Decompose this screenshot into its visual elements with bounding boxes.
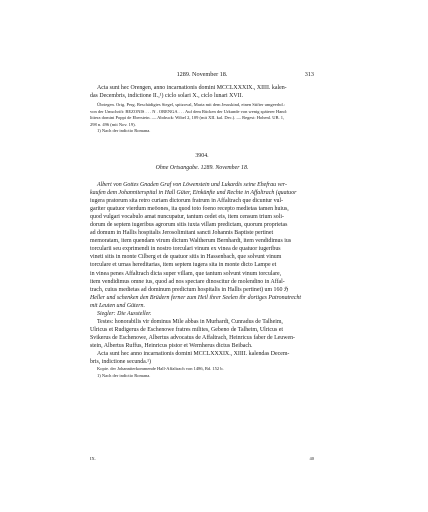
- acta-line: Acta sunt hec anno incarnationis domini MCCLXXXIX., XIIII. kalendas Decem-: [97, 350, 290, 357]
- body-line: dorum de septem iugeribus agrorum sitis iuxta villam predictam, quorum proprietas: [90, 222, 288, 229]
- page-number: 313: [304, 71, 314, 78]
- body-line: mit Leuten und Gütern.: [90, 302, 145, 309]
- note-line: littera domini Poppi de Eberstein. — Abdruck: Wibel 2, 109 (mit XII. kal. Dec.). — Regest: Hohenl. UB. 1,: [90, 115, 285, 120]
- sealer-line: Siegler: Die Aussteller.: [97, 310, 152, 317]
- doc-heading: Ohne Ortsangabe. 1289. November 18.: [155, 165, 249, 171]
- body-line: ad domum in Hallis hospitalis Jerosolimitani sancti Johannis Baptiste pertinet: [90, 230, 274, 237]
- text-line: Acta sunt hec Orengen, anno incarnationis domini MCCLXXXIX., XIIII. kalen-: [97, 85, 287, 91]
- summary-line: kaufen dem Johanniterspital in Hall Güter, Einkünfte und Rechte in Affaltrach (quatuor: [90, 190, 297, 197]
- witness-line: Testes: honorabilis vir dominus Mile abbas in Murhardt, Cunradus de Talheim,: [97, 318, 283, 325]
- doc-number: 3904.: [195, 153, 209, 159]
- footnote: 1) Nach der indictio Romana.: [97, 372, 151, 378]
- summary-line: iugera pratorum sita retro curiam dictorum fratrum in Affaltrach que dicuntur vul-: [90, 198, 284, 205]
- summary-line: Albert von Gottes Gnaden Graf von Löwenstein und Lukardis seine Ehefrau ver-: [97, 182, 287, 188]
- witness-line: Svikerus de Eschenowe, Albertus advocatus de Affaltrach, Heinricus faber de Leuwen-: [90, 334, 296, 341]
- document-body: [90, 181, 314, 379]
- document-number: [90, 153, 314, 159]
- page-header: [90, 71, 314, 81]
- note-line: 298 n. 496 (mit Nov. 19).: [90, 121, 136, 127]
- note-line: Übriegen. Orig. Perg. Beschädigtes Siegel, spitzoval, Maria mit dem Jesuskind, einen Stifter umgeerhd.:: [97, 102, 286, 107]
- witness-line: Ulricus et Rudigerus de Eschenowe fratres milites, Gebeno de Talheim, Ulricus et: [90, 326, 283, 333]
- note-line: von der Umschrift: BEZONIS . . . N . ORENGA . . . Auf dem Rücken der Urkunde von wenig späterer Hand:: [90, 108, 287, 114]
- body-line: quod vulgari vocabulo amat nuncupatur, tantum cedet eis, item censum trium soli-: [90, 214, 284, 221]
- body-line: trach, cuius medietas ad dominum predictum hospitalis in Hallis pertinet) um 160 ℌ: [90, 286, 289, 293]
- page-footer: [90, 456, 314, 461]
- body-line: gariter quatuor vierdum meöones, ita quod toto foeno recepto medietas tamen huius,: [90, 206, 289, 213]
- acta-line: bris, indictione secunda.¹): [90, 359, 151, 366]
- body-line: torculare et urnas hereditarias, item septem iugera sita in monte dicto Lampe et: [90, 262, 277, 269]
- body-line: vineti sitis in monte Cilberg et de quatuor sitis in Hassenbach, que solvunt vinum: [90, 254, 282, 261]
- body-line: in vinea penes Affaltrach dicta super villam, que tantum solvunt vinum torculare,: [90, 270, 282, 277]
- header-date: 1289. November 18.: [176, 71, 228, 78]
- witness-line: stein, Albertus Ruffus, Heinricus pistor et Wernherus dictus Beibach.: [90, 342, 253, 349]
- signature-mark: IX.: [90, 456, 96, 461]
- document-heading: [90, 165, 314, 171]
- body-line: memoratam, item quendam virum dictum Waltherum Bernhardt, item vendidimus ius: [90, 238, 292, 245]
- note-line: Kopie. der Johanniterkommende Hall-Affaltrach von 1486, Bd. 152 b.: [97, 366, 224, 372]
- body-line: item vendidimus omne ius, quod ad nos spectare dinoscitur de molendino in Affal-: [90, 278, 285, 285]
- body-line: Heller und schenken den Brüdern ferner zum Heil ihrer Seelen ihr dortiges Patronatrecht: [90, 294, 302, 301]
- previous-document-notes: [90, 102, 314, 135]
- body-line: torcularii seu exprimendi in nostro torculari vinum ex vinea de quatuor iugeribus: [90, 246, 281, 253]
- text-line: das Decembris, indictione II.,¹) ciclo solari X., ciclo lunari XVII.: [90, 93, 244, 100]
- previous-document-end: [90, 84, 314, 100]
- sheet-number: 40: [309, 456, 314, 461]
- footnote: 1) Nach der indictio Romana.: [97, 128, 151, 133]
